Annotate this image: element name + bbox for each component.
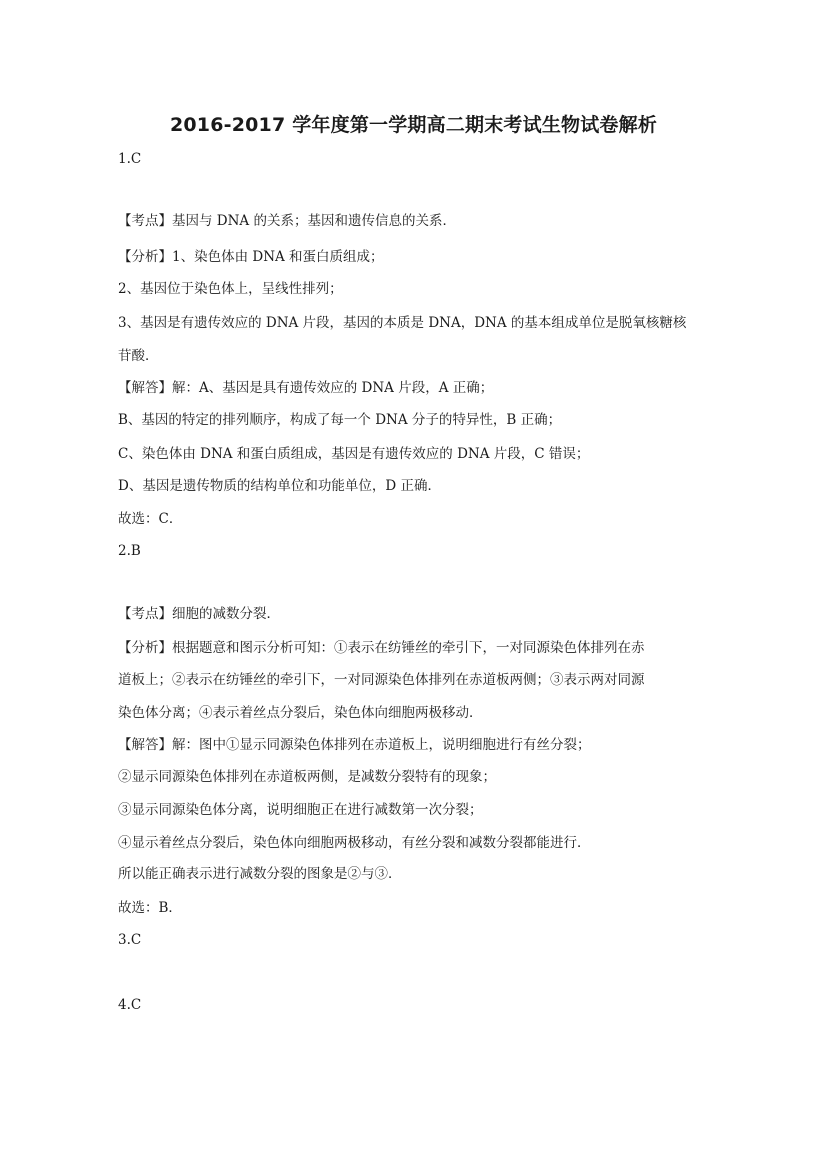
q1-jieda-2: B、基因的特定的排列顺序，构成了每一个 DNA 分子的特异性，B 正确； [118,412,562,428]
q3-number: 3.C [118,932,142,948]
q2-jieda-2: ②显示同源染色体排列在赤道板两侧，是减数分裂特有的现象； [118,769,496,785]
q1-fenxi-3b: 苷酸． [118,348,159,364]
q2-answer: 故选：B． [118,900,182,916]
q1-fenxi-3a: 3、基因是有遗传效应的 DNA 片段，基因的本质是 DNA，DNA 的基本组成单位是脱氧核糖核 [118,315,687,331]
q2-jieda-1: 【解答】解：图中①显示同源染色体排列在赤道板上，说明细胞进行有丝分裂； [118,737,591,753]
q2-kaodian: 【考点】细胞的减数分裂． [118,606,280,622]
page-title: 2016-2017 学年度第一学期高二期末考试生物试卷解析 [169,114,658,136]
q2-jieda-3: ③显示同源染色体分离，说明细胞正在进行减数第一次分裂； [118,802,483,818]
q1-jieda-4: D、基因是遗传物质的结构单位和功能单位，D 正确． [118,478,441,494]
q4-number: 4.C [118,997,142,1013]
q2-fenxi-3: 染色体分离；④表示着丝点分裂后，染色体向细胞两极移动． [118,705,483,721]
q2-number: 2.B [118,543,141,559]
q2-jieda-5: 所以能正确表示进行减数分裂的图象是②与③． [118,866,402,882]
q2-fenxi-1: 【分析】根据题意和图示分析可知：①表示在纺锤丝的牵引下，一对同源染色体排列在赤 [118,640,645,656]
q2-jieda-4: ④显示着丝点分裂后，染色体向细胞两极移动，有丝分裂和减数分裂都能进行． [118,835,591,851]
q1-fenxi-2: 2、基因位于染色体上，呈线性排列； [118,281,343,297]
q1-jieda-3: C、染色体由 DNA 和蛋白质组成，基因是有遗传效应的 DNA 片段，C 错误； [118,446,590,462]
q1-jieda-1: 【解答】解：A、基因是具有遗传效应的 DNA 片段，A 正确； [118,380,494,396]
q2-fenxi-2: 道板上；②表示在纺锤丝的牵引下，一对同源染色体排列在赤道板两侧；③表示两对同源 [118,672,645,688]
q1-kaodian: 【考点】基因与 DNA 的关系；基因和遗传信息的关系． [118,213,456,229]
q1-number: 1.C [118,151,142,167]
q1-answer: 故选：C． [118,511,183,527]
q1-fenxi-1: 【分析】1、染色体由 DNA 和蛋白质组成； [118,249,384,265]
